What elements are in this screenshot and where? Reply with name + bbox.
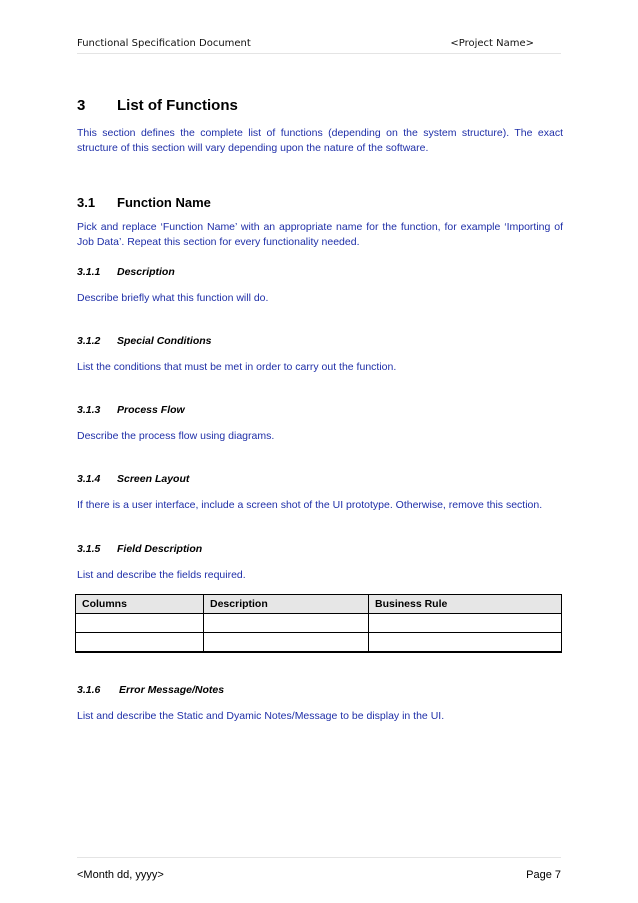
column-header-business-rule: Business Rule [369, 595, 562, 614]
subsection-title: Error Message/Notes [119, 684, 225, 696]
column-header-columns: Columns [76, 595, 204, 614]
subsection-3-1-1-heading [77, 266, 175, 278]
page-number: Page 7 [526, 869, 561, 881]
table-header-row [76, 595, 562, 614]
subsection-title: Special Conditions [117, 335, 212, 347]
subsection-3-1-5-heading [77, 543, 202, 555]
section-title: List of Functions [117, 97, 238, 114]
subsection-3-1-1-body: Describe briefly what this function will do. [77, 292, 269, 304]
table-cell [76, 614, 204, 633]
footer-date: <Month dd, yyyy> [77, 869, 164, 881]
subsection-3-1-5-body: List and describe the fields required. [77, 569, 246, 581]
header-document-title: Functional Specification Document [77, 38, 251, 49]
subsection-3-1-3-heading [77, 404, 185, 416]
subsection-number: 3.1.4 [77, 473, 101, 485]
subsection-number: 3.1.1 [77, 266, 101, 278]
subsection-3-1-2-body: List the conditions that must be met in order to carry out the function. [77, 361, 397, 373]
table-cell [76, 633, 204, 653]
table-cell [204, 614, 369, 633]
header-project-name: <Project Name> [450, 38, 534, 49]
section-3-heading [77, 97, 238, 114]
table-cell [204, 633, 369, 653]
subsection-title: Process Flow [117, 404, 185, 416]
column-header-description: Description [204, 595, 369, 614]
subsection-number: 3.1.2 [77, 335, 101, 347]
subsection-number: 3.1.3 [77, 404, 101, 416]
section-number: 3.1 [77, 195, 96, 210]
subsection-3-1-4-body: If there is a user interface, include a screen shot of the UI prototype. Otherwise, remove this section. [77, 499, 543, 511]
subsection-number: 3.1.6 [77, 684, 101, 696]
table-row [76, 633, 562, 653]
section-3-1-body: Pick and replace ‘Function Name’ with an appropriate name for the function, for example ‘Importing of Job Data’. Repeat this section for every functionality needed. [77, 221, 563, 248]
section-title: Function Name [117, 195, 211, 210]
subsection-title: Field Description [117, 543, 203, 555]
footer-divider [77, 857, 561, 858]
header-divider [77, 53, 561, 54]
field-description-table [75, 594, 562, 653]
section-number: 3 [77, 97, 86, 114]
subsection-title: Description [117, 266, 175, 278]
table-row [76, 614, 562, 633]
section-3-1-heading [77, 195, 211, 210]
subsection-3-1-4-heading [77, 473, 189, 485]
table-cell [369, 614, 562, 633]
subsection-3-1-6-body: List and describe the Static and Dyamic Notes/Message to be display in the UI. [77, 710, 445, 722]
subsection-3-1-6-heading [77, 684, 224, 696]
table-cell [369, 633, 562, 653]
subsection-number: 3.1.5 [77, 543, 101, 555]
subsection-3-1-3-body: Describe the process flow using diagrams. [77, 430, 275, 442]
page-header [77, 38, 561, 54]
subsection-title: Screen Layout [117, 473, 190, 485]
section-3-body: This section defines the complete list of functions (depending on the system structure). The exact structure of this section will vary depending upon the nature of the software. [77, 127, 563, 154]
subsection-3-1-2-heading [77, 335, 212, 347]
